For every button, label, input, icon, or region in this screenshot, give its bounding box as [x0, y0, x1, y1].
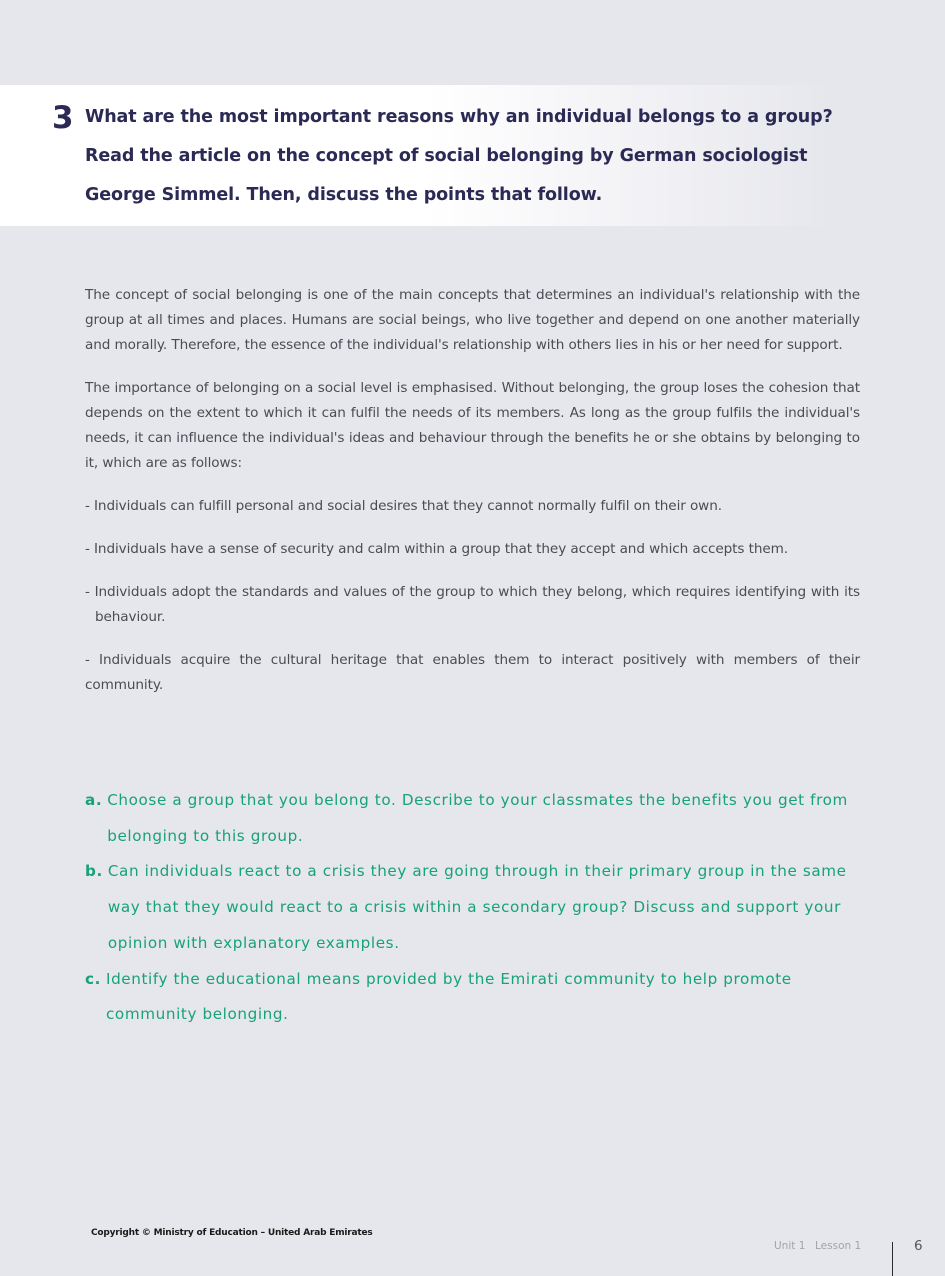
- task-c: [85, 962, 875, 1033]
- task-text: Identify the educational means provided by the Emirati community to help promote community belonging.: [105, 969, 792, 1024]
- article-bullet: - Individuals adopt the standards and values of the group to which they belong, which requires identifying with its behaviour.: [85, 584, 860, 625]
- task-text: Can individuals react to a crisis they are going through in their primary group in the same way that they would react to a crisis within a secondary group? Discuss and support your opinion with explanatory examples.: [107, 862, 847, 952]
- article-bullet: - Individuals can fulfill personal and social desires that they cannot normally fulfil on their own.: [85, 498, 722, 514]
- footer-divider: [892, 1242, 893, 1276]
- article-paragraph: The importance of belonging on a social level is emphasised. Without belonging, the group loses the cohesion that depends on the extent to which it can fulfil the needs of its members. As long as the group fulfils the individual's needs, it can influence the individual's ideas and behaviour through the benefits he or she obtains by belonging to it, which are as follows:: [85, 380, 860, 471]
- footer-unit: Unit 1: [774, 1240, 806, 1252]
- article-paragraph: The concept of social belonging is one of the main concepts that determines an individual's relationship with the group at all times and places. Humans are social beings, who live together and depend on one another materially and morally. Therefore, the essence of the individual's relationship with others lies in his or her need for support.: [85, 287, 860, 353]
- article-bullet: - Individuals have a sense of security and calm within a group that they accept and which accepts them.: [85, 541, 788, 557]
- task-letter: c.: [85, 969, 101, 988]
- question-text: What are the most important reasons why an individual belongs to a group? Read the article on the concept of social belonging by German sociologist George Simmel. Then, discuss the points that follow.: [85, 107, 833, 205]
- task-a: [85, 783, 875, 854]
- task-b: [85, 854, 875, 961]
- copyright-notice: Copyright © Ministry of Education – United Arab Emirates: [91, 1228, 373, 1238]
- task-letter: a.: [85, 791, 103, 809]
- discussion-tasks: [85, 783, 875, 1033]
- task-letter: b.: [85, 862, 103, 881]
- page-number: 6: [914, 1238, 923, 1254]
- article-bullet: - Individuals acquire the cultural heritage that enables them to interact positively with members of their community.: [85, 652, 860, 693]
- task-text: Choose a group that you belong to. Describe to your classmates the benefits you get from belonging to this group.: [107, 791, 848, 845]
- footer-lesson: Lesson 1: [815, 1240, 862, 1252]
- article: [85, 283, 860, 716]
- question-number: 3: [52, 100, 74, 136]
